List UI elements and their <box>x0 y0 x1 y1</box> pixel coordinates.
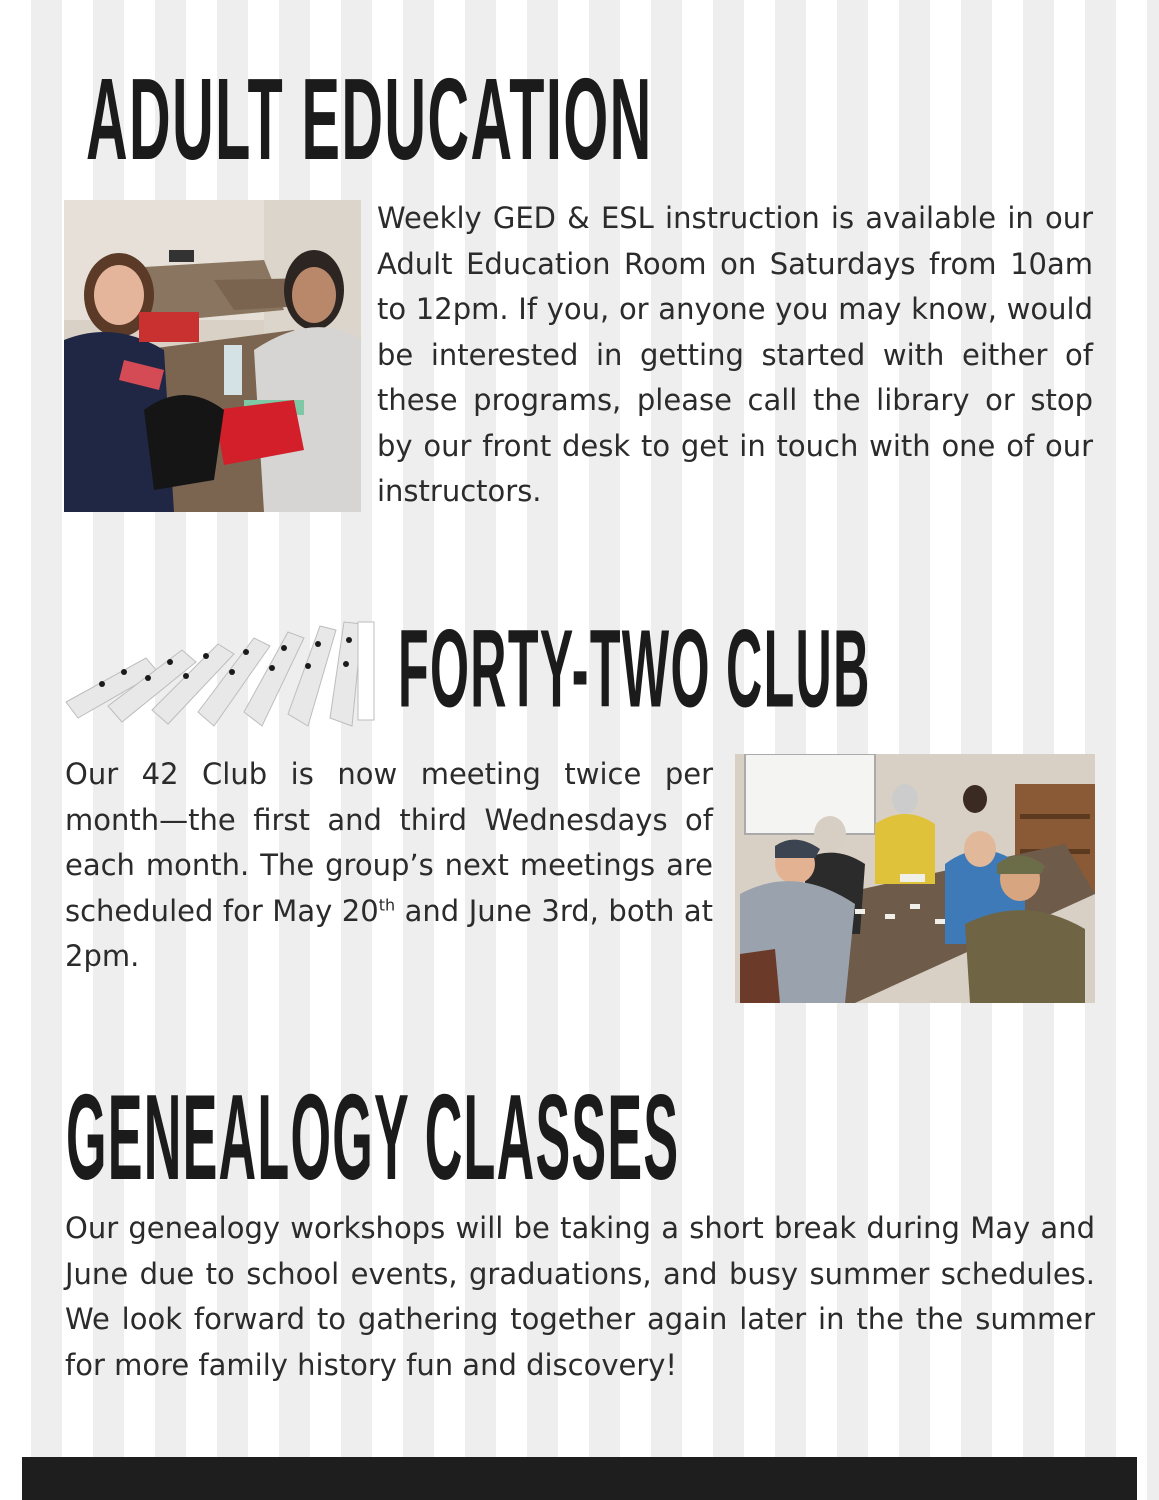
adult-education-heading: ADULT EDUCATION <box>86 54 653 184</box>
ordinal-suffix: th <box>378 894 396 914</box>
falling-dominoes-icon <box>62 614 378 734</box>
adult-education-description: Weekly GED & ESL instruction is available in our Adult Education Room on Saturdays from 10am to 12pm. If you, or anyone you may know, would be interested in getting started with either of these programs, please call the library or stop by our front desk to get in touch with one of our instructors. <box>377 201 1093 508</box>
genealogy-classes-heading: GENEALOGY CLASSES <box>66 1068 680 1206</box>
genealogy-classes-description: Our genealogy workshops will be taking a short break during May and June due to school events, graduations, and busy summer schedules. We look forward to gathering together again later in the the summer for more family history fun and discovery! <box>65 1211 1095 1382</box>
forty-two-club-text-main: Our 42 Club is now meeting twice per month—the first and third Wednesdays of each month. The group’s next meetings are scheduled for May 20 <box>65 757 713 928</box>
forty-two-club-text-end: and June 3rd, both at 2pm. <box>65 893 713 973</box>
adult-education-photo <box>64 200 361 512</box>
footer-bar <box>22 1457 1137 1500</box>
forty-two-club-description <box>65 752 713 980</box>
forty-two-club-heading: FORTY-TWO CLUB <box>398 607 871 731</box>
forty-two-club-photo <box>735 754 1095 1003</box>
